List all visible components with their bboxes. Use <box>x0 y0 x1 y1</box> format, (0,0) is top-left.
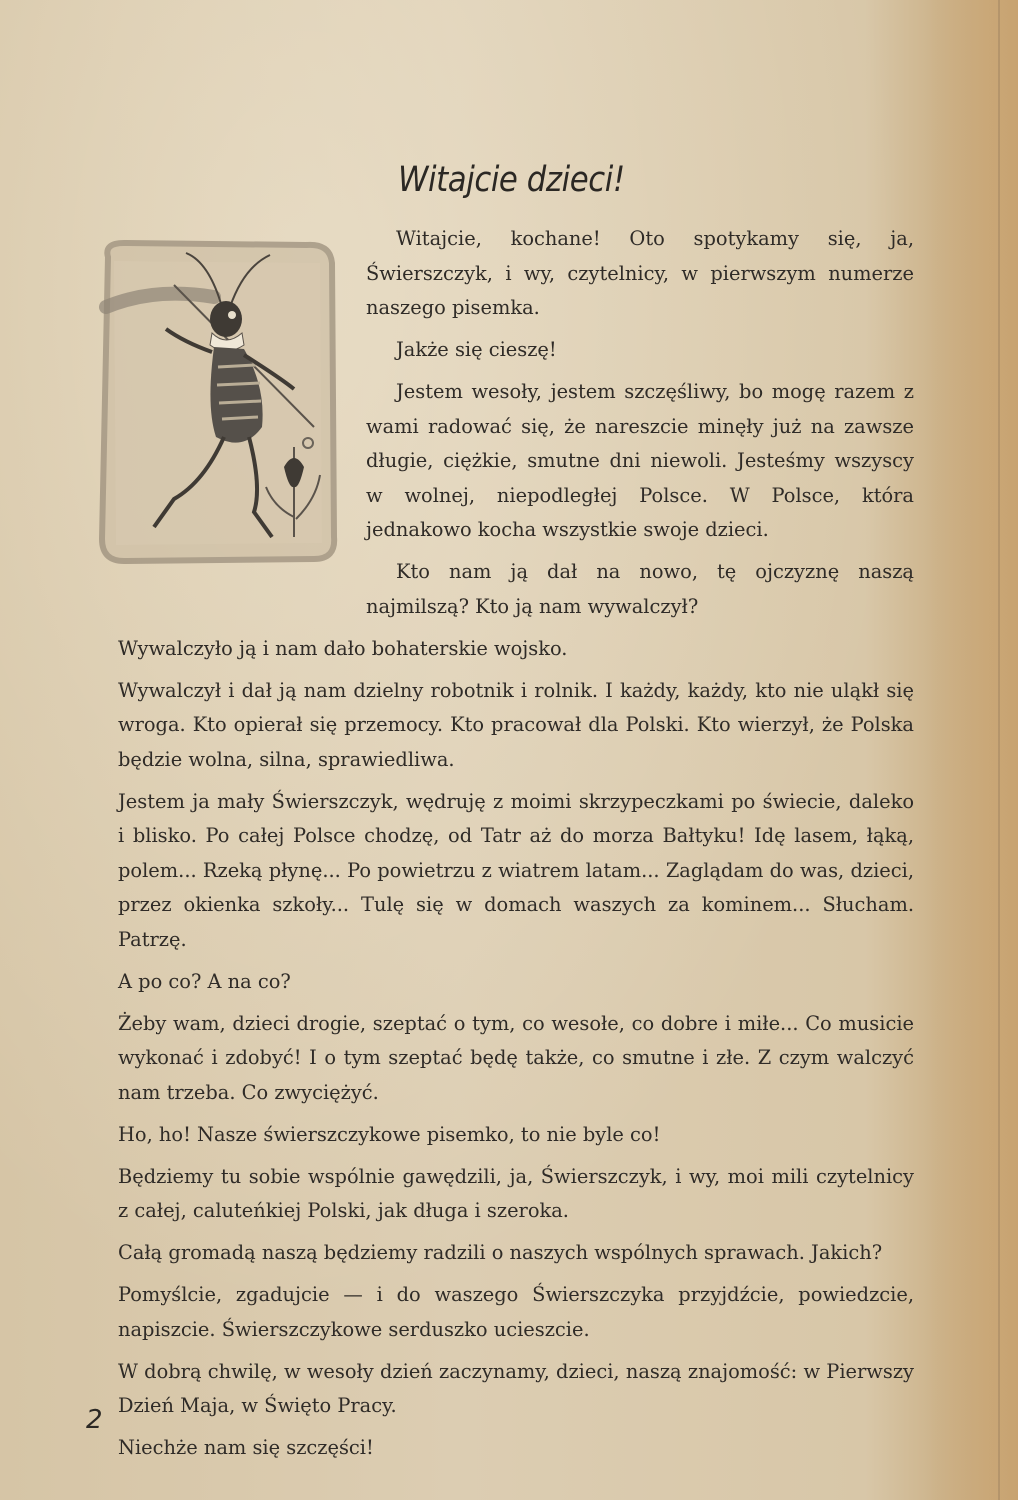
paragraph: Wywalczył i dał ją nam dzielny robotnik i rolnik. I każdy, każdy, kto nie uląkł się wroga. Kto opierał się przemocy. Kto pracował dla Polski. Kto wierzył, że Polska będzie wolna, silna, sprawiedliwa. <box>118 678 914 771</box>
paragraph: Jestem wesoły, jestem szczęśliwy, bo mogę razem z wami radować się, że nareszcie minęły już na zawsze długie, ciężkie, smutne dni niewoli. Jesteśmy wszyscy w wolnej, niepodległej Polsce. W Polsce, która jednakowo kocha wszystkie swoje dzieci. <box>366 380 914 541</box>
paragraph: A po co? A na co? <box>118 969 291 993</box>
paragraph: Całą gromadą naszą będziemy radzili o naszych wspólnych sprawach. Jakich? <box>118 1241 883 1264</box>
paragraph: Witajcie, kochane! Oto spotykamy się, ja, Świerszczyk, i wy, czytelnicy, w pierwszym numerze naszego pisemka. <box>366 227 914 319</box>
paragraph: Jakże się cieszę! <box>396 338 557 361</box>
paragraph: Jestem ja mały Świerszczyk, wędruję z moimi skrzypeczkami po świecie, daleko i blisko. Po całej Polsce chodzę, od Tatr aż do morza Bałtyku! Idę lasem, łąką, polem... Rzeką płynę... Po powietrzu z wiatrem latam... Zaglądam do was, dzieci, przez okienka szkoły... Tulę się w domach waszych za kominem... Słucham. Patrzę. <box>118 789 914 951</box>
paragraph: Wywalczyło ją i nam dało bohaterskie wojsko. <box>118 636 568 660</box>
paragraph: Ho, ho! Nasze świerszczykowe pisemko, to nie byle co! <box>118 1122 661 1146</box>
paragraph: Niechże nam się szczęści! <box>118 1436 374 1459</box>
page-number: 2 <box>86 1405 103 1435</box>
paragraph: Będziemy tu sobie wspólnie gawędzili, ja, Świerszczyk, i wy, moi mili czytelnicy z całej, caluteńkiej Polski, jak długa i szeroka. <box>118 1164 914 1222</box>
paragraph: W dobrą chwilę, w wesoły dzień zaczynamy, dzieci, naszą znajomość: w Pierwszy Dzień Maja, w Święto Pracy. <box>118 1359 914 1417</box>
illustration-space <box>118 214 366 599</box>
paper-edge-shading <box>926 0 1018 1500</box>
page-title: Witajcie dzieci! <box>398 160 625 200</box>
paragraph: Kto nam ją dał na nowo, tę ojczyznę naszą najmilszą? Kto ją nam wywalczył? <box>366 560 914 618</box>
paragraph: Żeby wam, dzieci drogie, szeptać o tym, co wesołe, co dobre i miłe... Co musicie wykonać i zdobyć! I o tym szeptać będę także, co smutne i złe. Z czym walczyć nam trzeba. Co zwyciężyć. <box>118 1011 914 1104</box>
paper-fold-line <box>998 0 1000 1500</box>
article-text <box>118 222 914 1473</box>
paragraph: Pomyślcie, zgadujcie — i do waszego Świerszczyka przyjdźcie, powiedzcie, napiszcie. Świerszczykowe serduszko ucieszcie. <box>118 1283 914 1341</box>
